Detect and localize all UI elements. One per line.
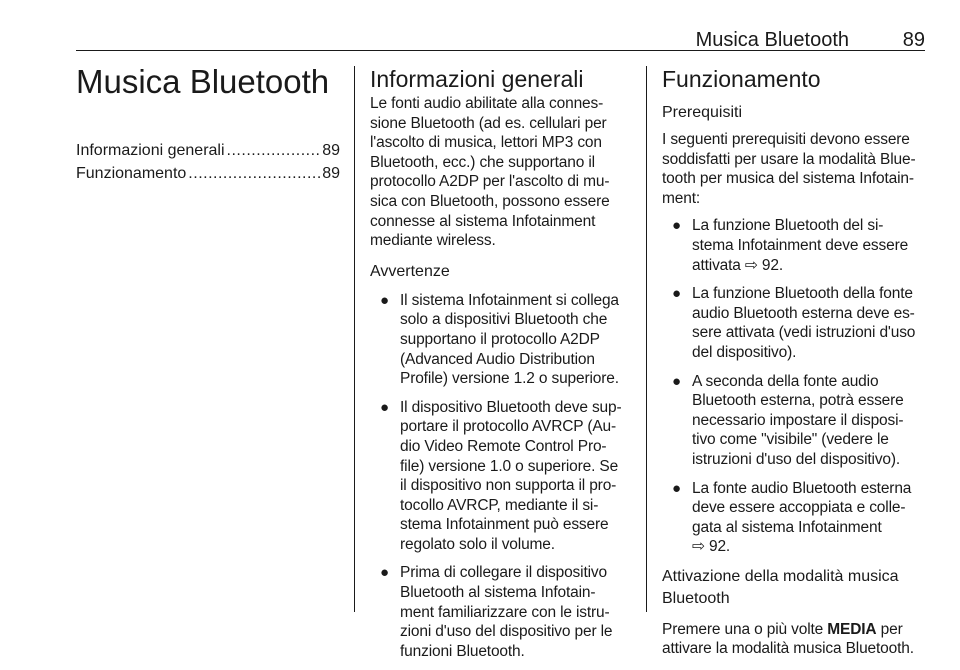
chapter-title: Musica Bluetooth <box>76 63 330 100</box>
bullet-icon: ● <box>672 217 681 235</box>
column-divider-1 <box>354 66 355 612</box>
column-operation <box>662 62 926 659</box>
page-number: 89 <box>902 29 925 51</box>
toc-entry[interactable] <box>76 162 340 185</box>
activation-paragraph: Premere una o più volte MEDIA per attivare la modalità musica Bluetooth. <box>662 620 914 658</box>
toc-page: 89 <box>322 142 340 159</box>
toc-label: Informazioni generali <box>76 142 225 159</box>
bullet-icon: ● <box>380 398 389 416</box>
column-toc <box>76 62 340 185</box>
bullet-icon: ● <box>380 564 389 582</box>
bullet-icon: ● <box>672 372 681 390</box>
list-item: ● La funzione Bluetooth del si- stema Infotainment deve essere attivata ⇨ 92. <box>672 217 909 274</box>
intro-paragraph: Le fonti audio abilitate alla connes- sione Bluetooth (ad es. cellulari per l'ascolto di musica, lettori MP3 con Bluetooth, ecc.) che supportano il protocollo A2DP per l'ascolto di mu- sica con Bluetooth, possono essere connesse al sistema Infotainment mediante wireless. <box>370 95 610 250</box>
toc-label: Funzionamento <box>76 165 187 182</box>
column-general-info <box>370 62 634 670</box>
notes-list <box>370 291 634 662</box>
media-key-label: MEDIA <box>827 620 877 638</box>
list-item: ● A seconda della fonte audio Bluetooth esterna, potrà essere necessario impostare il disposi- tivo come "visibile" (vedere le istruzioni d'uso del dispositivo). <box>672 372 904 468</box>
page-header <box>76 0 925 51</box>
toc-page: 89 <box>322 165 340 182</box>
list-item: ● Il sistema Infotainment si collega solo a dispositivi Bluetooth che supportano il protocollo A2DP (Advanced Audio Distribution Profile) versione 1.2 o superiore. <box>380 291 619 388</box>
section-heading: Funzionamento <box>662 66 821 92</box>
list-item: ● Il dispositivo Bluetooth deve sup- portare il protocollo AVRCP (Au- dio Video Remote Control Pro- file) versione 1.0 o superiore. Se il dispositivo non supporta il pro- tocollo AVRCP, mediante il si- stema Infotainment può essere regolato solo il volume. <box>380 398 622 553</box>
column-divider-2 <box>646 66 647 612</box>
bullet-icon: ● <box>380 291 389 309</box>
subsection-heading: Attivazione della modalità musica Bluetooth <box>662 567 899 607</box>
bullet-icon: ● <box>672 285 681 303</box>
toc-leader <box>188 162 320 185</box>
bullet-icon: ● <box>672 479 681 497</box>
list-item: ● La funzione Bluetooth della fonte audio Bluetooth esterna deve es- sere attivata (vedi istruzioni d'uso del dispositivo). <box>672 285 916 361</box>
prerequisites-list <box>662 216 926 557</box>
subsection-heading: Avvertenze <box>370 262 450 280</box>
list-item: ● Prima di collegare il dispositivo Bluetooth al sistema Infotain- ment familiarizzare con le istru- zioni d'uso del dispositivo per le funzioni Bluetooth. <box>380 564 613 660</box>
list-item: ● La fonte audio Bluetooth esterna deve essere accoppiata e colle- gata al sistema Infotainment ⇨ 92. <box>672 479 912 556</box>
prerequisites-paragraph: I seguenti prerequisiti devono essere soddisfatti per usare la modalità Blue- tooth per musica del sistema Infotain- ment: <box>662 131 916 207</box>
toc-entry[interactable] <box>76 139 340 162</box>
section-heading: Informazioni generali <box>370 66 584 92</box>
subsection-heading: Prerequisiti <box>662 104 743 121</box>
toc-leader <box>227 139 321 162</box>
header-title: Musica Bluetooth <box>695 29 849 51</box>
